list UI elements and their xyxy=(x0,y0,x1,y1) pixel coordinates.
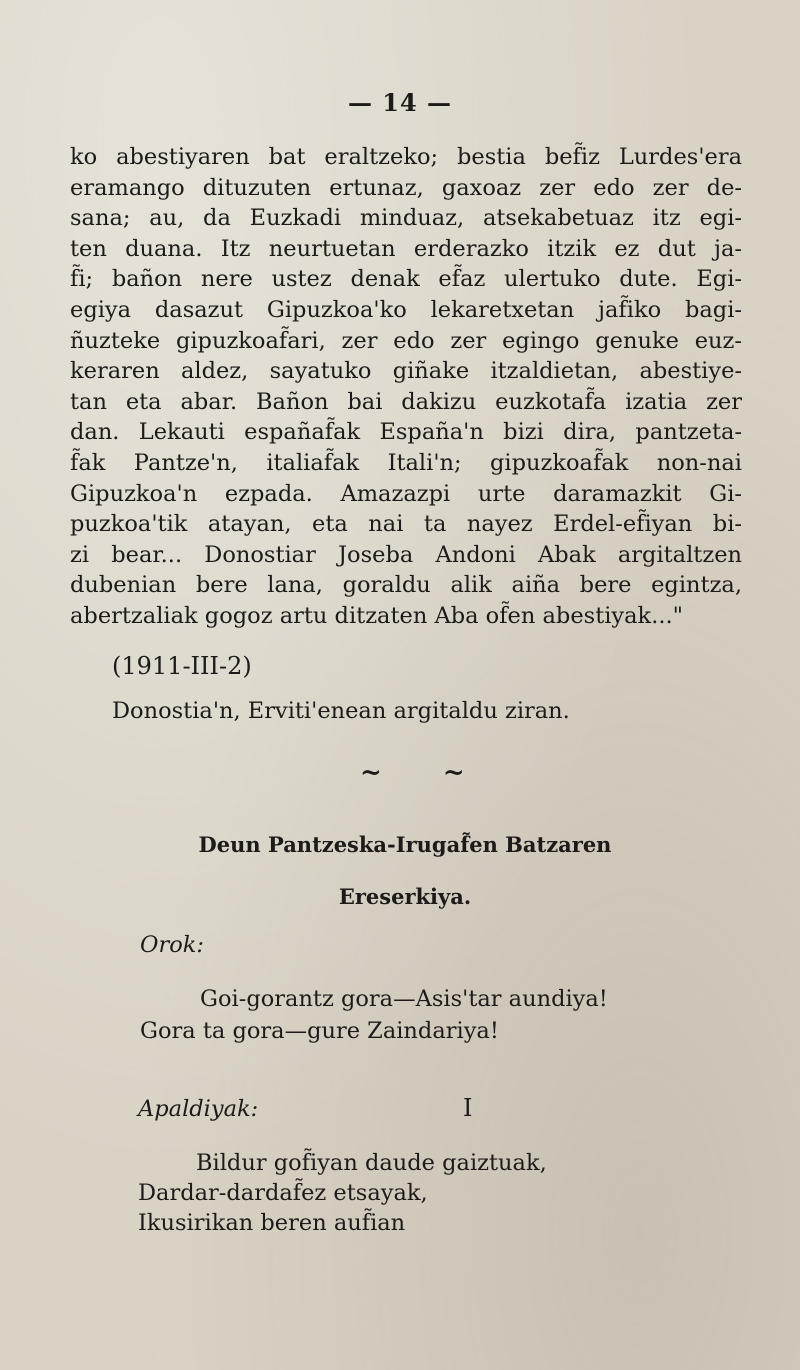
publication-line: Donostia'n, Erviti'enean argitaldu ziran. xyxy=(112,698,570,724)
chorus-speaker-label: Orok: xyxy=(140,932,204,958)
paragraph-line: f̃i; bañon nere ustez denak ef̃az ulertuko dute. Egi- xyxy=(70,266,742,293)
paragraph-line: ten duana. Itz neurtuetan erderazko itzik ez dut ja- xyxy=(70,235,742,262)
paragraph-line: ko abestiyaren bat eraltzeko; bestia bef̃iz Lurdes'era xyxy=(70,144,742,170)
verse-line: Bildur gof̃iyan daude gaiztuak, xyxy=(196,1150,547,1176)
paragraph-line: sana; au, da Euzkadi minduaz, atsekabetuaz itz egi- xyxy=(70,205,742,232)
paragraph-line: tan eta abar. Bañon bai dakizu euzkotaf̃a izatia zer xyxy=(70,388,742,415)
paragraph-line: dubenian bere lana, goraldu alik aiña bere egintza, xyxy=(70,572,742,599)
verse-line: Dardar-dardaf̃ez etsayak, xyxy=(138,1180,428,1206)
date-line: (1911-III-2) xyxy=(112,652,252,680)
paragraph-line: ñuzteke gipuzkoaf̃ari, zer edo zer egingo genuke euz- xyxy=(70,327,742,354)
chorus-line: Gora ta gora—gure Zaindariya! xyxy=(140,1018,499,1044)
hymn-subtitle: Ereserkiya. xyxy=(338,884,472,909)
paragraph-line: keraren aldez, sayatuko giñake itzaldietan, abestiye- xyxy=(70,358,742,385)
paragraph-line: zi bear... Donostiar Joseba Andoni Abak argitaltzen xyxy=(70,541,742,568)
chorus-line: Goi-gorantz gora—Asis'tar aundiya! xyxy=(200,986,608,1012)
paragraph-line: eramango dituzuten ertunaz, gaxoaz zer edo zer de- xyxy=(70,174,742,201)
hymn-title: Deun Pantzeska-Irugaf̃en Batzaren xyxy=(198,832,612,857)
paragraph-line: egiya dasazut Gipuzkoa'ko lekaretxetan jaf̃iko bagi- xyxy=(70,296,742,323)
paragraph-line: Gipuzkoa'n ezpada. Amazazpi urte daramazkit Gi- xyxy=(70,480,742,507)
ornament-divider: ~ ~ xyxy=(360,758,491,788)
paragraph-line: abertzaliak gogoz artu ditzaten Aba of̃en abestiyak..." xyxy=(70,602,683,629)
paragraph-line: puzkoa'tik atayan, eta nai ta nayez Erdel-ef̃iyan bi- xyxy=(70,511,742,538)
page-number: — 14 — xyxy=(347,88,453,117)
paragraph-line: dan. Lekauti españaf̃ak España'n bizi dira, pantzeta- xyxy=(70,419,742,446)
verse-number: I xyxy=(463,1094,473,1122)
body-paragraph xyxy=(70,142,742,632)
paragraph-line: f̃ak Pantze'n, italiaf̃ak Itali'n; gipuzkoaf̃ak non-nai xyxy=(70,449,742,476)
verse-line: Ikusirikan beren auf̃ian xyxy=(138,1210,406,1236)
verse-speaker-label: Apaldiyak: xyxy=(138,1096,259,1122)
